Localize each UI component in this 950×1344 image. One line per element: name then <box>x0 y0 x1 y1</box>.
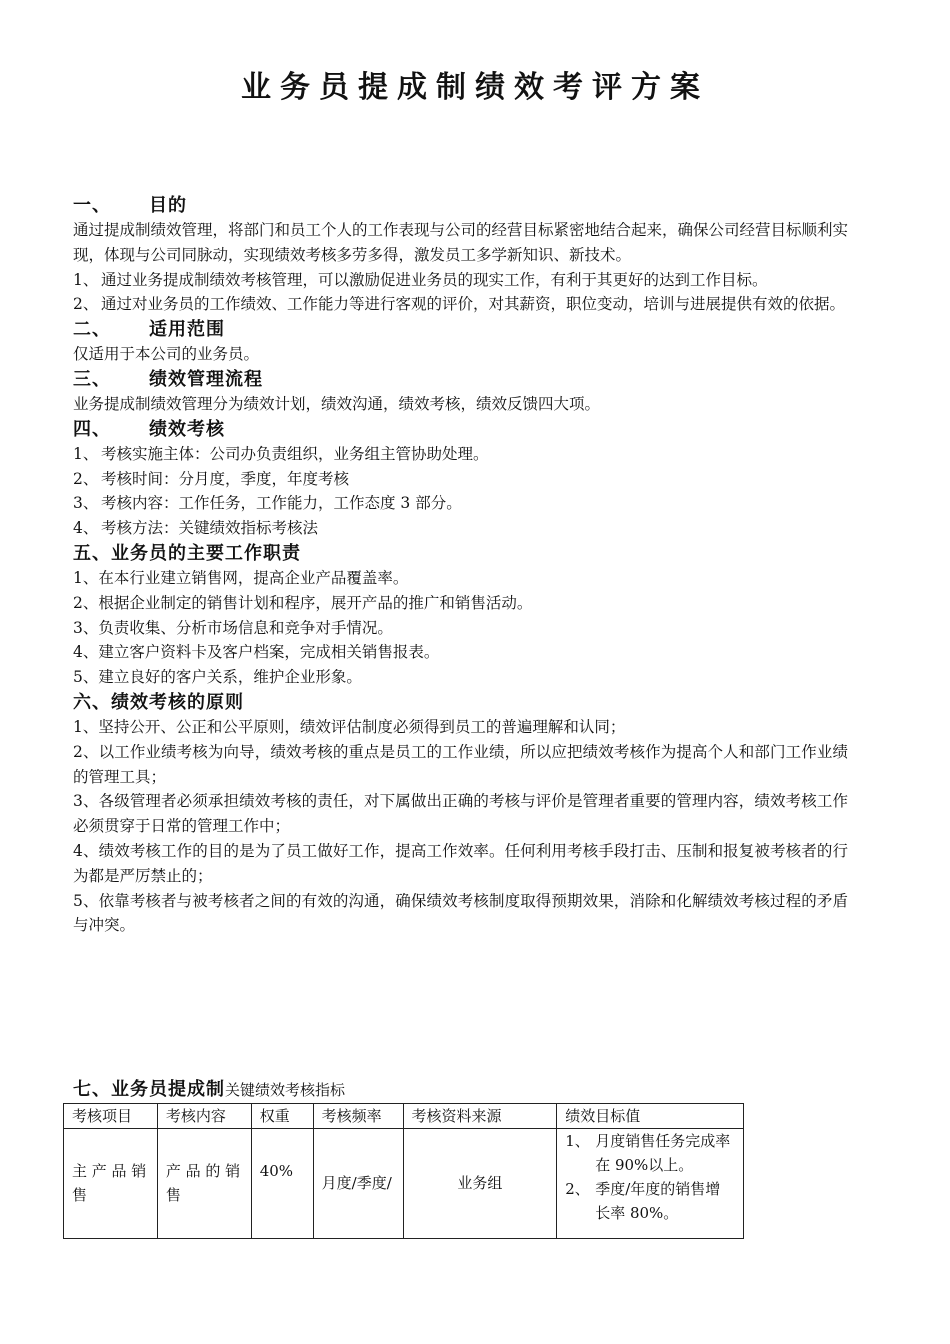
list-item <box>73 442 848 467</box>
column-header: 考核内容 <box>157 1103 251 1128</box>
section-1-number: 一、 <box>73 195 111 216</box>
list-item: 3、负责收集、分析市场信息和竞争对手情况。 <box>73 618 393 637</box>
section-2-number: 二、 <box>73 319 111 341</box>
list-item <box>73 467 848 492</box>
cell-source: 业务组 <box>403 1128 557 1238</box>
list-item: 5、依靠考核者与被考核者之间的有效的沟通，确保绩效考核制度取得预期效果，消除和化解绩效考核过程的矛盾与冲突。 <box>73 891 848 935</box>
section-1-heading <box>73 193 848 218</box>
column-header: 考核项目 <box>64 1103 158 1128</box>
section-4-heading <box>73 417 848 442</box>
list-item: 5、建立良好的客户关系，维护企业形象。 <box>73 668 362 687</box>
column-header: 权重 <box>251 1103 313 1128</box>
section-3-heading <box>73 367 848 392</box>
list-item <box>73 516 848 541</box>
target-item <box>565 1129 735 1177</box>
section-4-title: 绩效考核 <box>149 418 225 440</box>
list-item: 4、绩效考核工作的目的是为了员工做好工作，提高工作效率。任何利用考核手段打击、压制和报复被考核者的行为都是严厉禁止的； <box>73 841 848 885</box>
target-number: 2、 <box>565 1179 590 1198</box>
section-2-text: 仅适用于本公司的业务员。 <box>73 345 260 364</box>
list-item-number: 1、 <box>73 270 99 289</box>
list-item-number: 2、 <box>73 295 99 314</box>
list-item: 2、根据企业制定的销售计划和程序，展开产品的推广和销售活动。 <box>73 593 533 612</box>
section-4-number: 四、 <box>73 418 111 440</box>
cell-weight: 40% <box>251 1128 313 1238</box>
target-item <box>565 1177 735 1225</box>
list-item: 4、建立客户资料卡及客户档案，完成相关销售报表。 <box>73 643 440 662</box>
section-3-number: 三、 <box>73 368 111 390</box>
list-item: 1、坚持公开、公正和公平原则，绩效评估制度必须得到员工的普遍理解和认同； <box>73 717 626 736</box>
target-number: 1、 <box>565 1131 590 1150</box>
list-item-text: 考核实施主体：公司办负责组织，业务组主管协助处理。 <box>101 444 489 463</box>
list-item-text: 考核方法：关键绩效指标考核法 <box>101 519 319 538</box>
list-item-text: 通过对业务员的工作绩效、工作能力等进行客观的评价，对其薪资，职位变动，培训与进展提供有效的依据。 <box>101 295 846 314</box>
list-item <box>73 292 848 317</box>
list-item-number: 4、 <box>73 519 99 538</box>
column-header: 考核资料来源 <box>403 1103 557 1128</box>
list-item-text: 考核内容：工作任务，工作能力，工作态度 3 部分。 <box>101 494 462 513</box>
cell-item: 主 产 品 销 售 <box>64 1128 158 1238</box>
section-2-heading <box>73 317 848 342</box>
list-item: 3、各级管理者必须承担绩效考核的责任，对下属做出正确的考核与评价是管理者重要的管理内容，绩效考核工作必须贯穿于日常的管理工作中； <box>73 792 848 836</box>
document-body <box>73 193 848 1239</box>
section-7-title-rest: 关键绩效考核指标 <box>225 1081 346 1100</box>
section-6-heading: 六、绩效考核的原则 <box>73 691 244 713</box>
list-item <box>73 491 848 516</box>
section-5-heading: 五、业务员的主要工作职责 <box>73 542 301 564</box>
list-item-text: 考核时间：分月度，季度，年度考核 <box>101 469 350 488</box>
list-item-number: 3、 <box>73 494 99 513</box>
blank-space <box>73 938 848 1078</box>
cell-targets <box>557 1128 744 1238</box>
section-7-title-bold: 七、业务员提成制 <box>73 1079 225 1101</box>
section-7-heading <box>73 1078 848 1103</box>
section-1-intro: 通过提成制绩效管理，将部门和员工个人的工作表现与公司的经营目标紧密地结合起来，确保公司经营目标顺利实现，体现与公司同脉动，实现绩效考核多劳多得，激发员工多学新知识、新技术。 <box>73 221 849 264</box>
cell-content: 产 品 的 销 售 <box>157 1128 251 1238</box>
section-3-title: 绩效管理流程 <box>149 368 263 390</box>
list-item-text: 通过业务提成制绩效考核管理，可以激励促进业务员的现实工作，有利于其更好的达到工作目标。 <box>101 270 768 289</box>
table-row <box>64 1128 744 1238</box>
column-header: 绩效目标值 <box>557 1103 744 1128</box>
table-header-row <box>64 1103 744 1128</box>
document-title: 业务员提成制绩效考评方案 <box>241 70 709 105</box>
target-text: 季度/年度的销售增长率 80%。 <box>595 1179 721 1222</box>
list-item: 2、以工作业绩考核为向导，绩效考核的重点是员工的工作业绩，所以应把绩效考核作为提高个人和部门工作业绩的管理工具； <box>73 742 848 786</box>
section-1-title: 目的 <box>149 195 187 216</box>
cell-frequency: 月度/季度/ <box>313 1128 403 1238</box>
list-item-number: 2、 <box>73 469 99 488</box>
section-3-text: 业务提成制绩效管理分为绩效计划，绩效沟通，绩效考核，绩效反馈四大项。 <box>73 394 601 413</box>
list-item: 1、在本行业建立销售网，提高企业产品覆盖率。 <box>73 568 409 587</box>
kpi-table <box>63 1103 744 1239</box>
list-item <box>73 268 848 293</box>
target-text: 月度销售任务完成率在 90%以上。 <box>595 1131 731 1174</box>
column-header: 考核频率 <box>313 1103 403 1128</box>
section-2-title: 适用范围 <box>149 319 225 341</box>
list-item-number: 1、 <box>73 444 99 463</box>
